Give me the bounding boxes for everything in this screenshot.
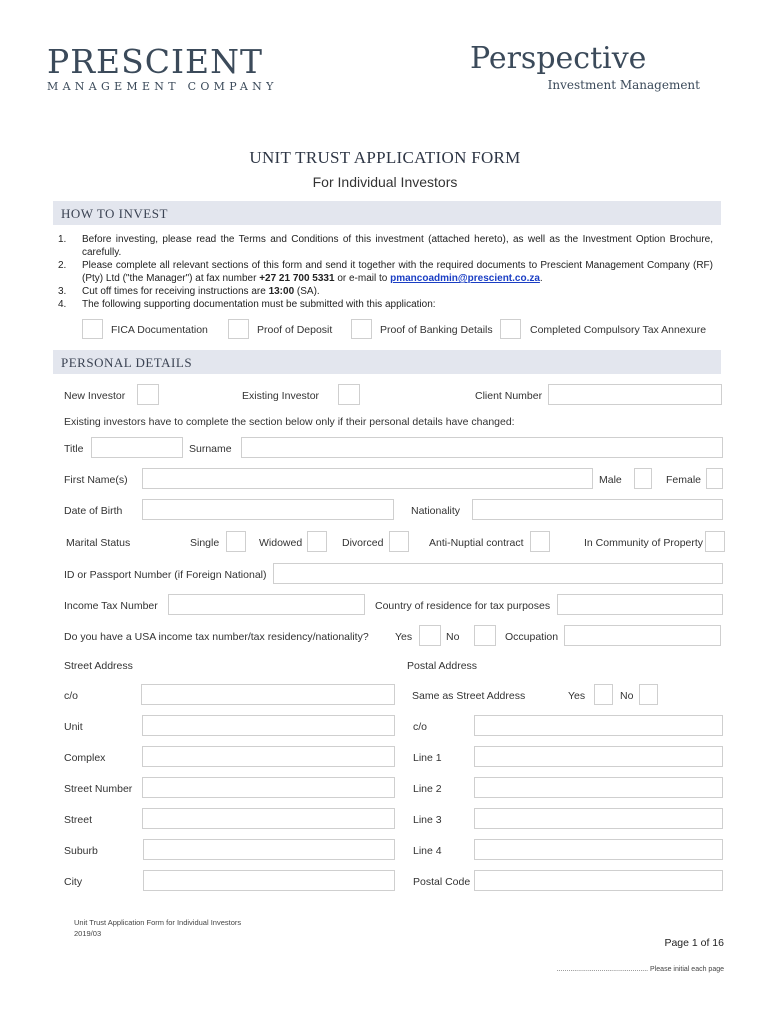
line4-label: Line 4 [413,845,442,857]
tax-annexure-label: Completed Compulsory Tax Annexure [530,324,707,336]
icop-checkbox[interactable] [705,531,725,552]
dob-field[interactable] [142,499,394,520]
prescient-logo [47,44,278,93]
page-subtitle: For Individual Investors [312,174,458,190]
icop-label: In Community of Property [584,537,704,549]
perspective-logo [470,40,700,92]
single-checkbox[interactable] [226,531,246,552]
prescient-logo-sub: MANAGEMENT COMPANY [47,80,278,93]
how-to-invest-header [53,201,721,225]
fax-number: +27 21 700 5331 [259,273,335,284]
dob-label: Date of Birth [64,505,123,517]
same-as-street-label: Same as Street Address [412,690,526,702]
anc-checkbox[interactable] [530,531,550,552]
street-co-field[interactable] [141,684,395,705]
section-heading: PERSONAL DETAILS [61,355,193,370]
id-passport-label: ID or Passport Number (if Foreign National) [64,569,267,581]
female-checkbox[interactable] [706,468,723,489]
line3-field[interactable] [474,808,723,829]
divorced-label: Divorced [342,537,384,549]
proof-of-deposit-label: Proof of Deposit [257,324,333,336]
suburb-field[interactable] [143,839,395,860]
usa-no-label: No [446,631,460,643]
prescient-logo-main: PRESCIENT [47,42,264,81]
nationality-label: Nationality [411,505,461,517]
proof-of-banking-checkbox[interactable] [351,319,372,339]
tax-annexure-checkbox[interactable] [500,319,521,339]
id-passport-field[interactable] [273,563,723,584]
existing-investor-checkbox[interactable] [338,384,360,405]
same-no-checkbox[interactable] [639,684,658,705]
footer-form-name: Unit Trust Application Form for Individual Investors [74,918,242,927]
personal-details-header [53,350,721,374]
line2-field[interactable] [474,777,723,798]
same-no-label: No [620,690,634,702]
street-address-label: Street Address [64,660,133,672]
perspective-logo-main: Perspective [470,41,647,76]
usa-question-label: Do you have a USA income tax number/tax residency/nationality? [64,631,369,643]
page-number: Page 1 of 16 [664,937,724,949]
anc-label: Anti-Nuptial contract [429,537,524,549]
proof-of-banking-label: Proof of Banking Details [380,324,493,336]
postal-code-field[interactable] [474,870,723,891]
surname-label: Surname [189,443,232,455]
client-number-label: Client Number [475,390,543,402]
line1-label: Line 1 [413,752,442,764]
proof-of-deposit-checkbox[interactable] [228,319,249,339]
income-tax-field[interactable] [168,594,365,615]
title-label: Title [64,443,84,455]
first-names-label: First Name(s) [64,474,128,486]
street-number-field[interactable] [142,777,395,798]
fica-checkbox[interactable] [82,319,103,339]
same-yes-checkbox[interactable] [594,684,613,705]
footer-version: 2019/03 [74,929,102,938]
initial-page-note: ............................................... Please initial each page [556,966,724,973]
street-field[interactable] [142,808,395,829]
existing-investor-note: Existing investors have to complete the section below only if their personal details have changed: [64,416,515,428]
first-names-field[interactable] [142,468,593,489]
usa-yes-label: Yes [395,631,413,643]
divorced-checkbox[interactable] [389,531,409,552]
line3-label: Line 3 [413,814,442,826]
existing-investor-label: Existing Investor [242,390,320,402]
male-label: Male [599,474,622,486]
title-field[interactable] [91,437,183,458]
new-investor-checkbox[interactable] [137,384,159,405]
occupation-label: Occupation [505,631,559,643]
single-label: Single [190,537,220,549]
list-item: 3. Cut off times for receiving instructions are 13:00 (SA). [58,286,320,297]
line1-field[interactable] [474,746,723,767]
street-number-label: Street Number [64,783,133,795]
suburb-label: Suburb [64,845,98,857]
street-co-label: c/o [64,690,79,702]
complex-label: Complex [64,752,106,764]
perspective-logo-sub: Investment Management [547,78,700,92]
unit-field[interactable] [142,715,395,736]
fica-label: FICA Documentation [111,324,208,336]
line2-label: Line 2 [413,783,442,795]
city-label: City [64,876,83,888]
street-label: Street [64,814,93,826]
list-item: 4. The following supporting documentation must be submitted with this application: [58,299,436,310]
same-yes-label: Yes [568,690,586,702]
country-tax-field[interactable] [557,594,723,615]
widowed-checkbox[interactable] [307,531,327,552]
usa-yes-checkbox[interactable] [419,625,441,646]
unit-label: Unit [64,721,83,733]
client-number-field[interactable] [548,384,722,405]
cutoff-time: 13:00 [268,286,295,297]
page-title: UNIT TRUST APPLICATION FORM [249,148,521,167]
occupation-field[interactable] [564,625,721,646]
list-item: 1. Before investing, please read the Terms and Conditions of this investment (attached hereto), as well as the Investment Option Brochure, carefully. [58,234,713,258]
usa-no-checkbox[interactable] [474,625,496,646]
postal-co-field[interactable] [474,715,723,736]
postal-address-label: Postal Address [407,660,478,672]
line4-field[interactable] [474,839,723,860]
widowed-label: Widowed [259,537,303,549]
surname-field[interactable] [241,437,723,458]
complex-field[interactable] [142,746,395,767]
list-item: 2. Please complete all relevant sections of this form and send it together with the required documents to Prescient Management Company (RF) (Pty) Ltd ("the Manager") at fax number +27 21 700 5331 or e-mail to pmancoadmin@prescient.co.za. [58,260,713,284]
email-link[interactable]: pmancoadmin@prescient.co.za [390,273,540,284]
section-heading: HOW TO INVEST [61,206,168,221]
postal-code-label: Postal Code [413,876,471,888]
marital-status-label: Marital Status [66,537,131,549]
city-field[interactable] [143,870,395,891]
country-tax-label: Country of residence for tax purposes [375,600,551,612]
postal-co-label: c/o [413,721,428,733]
male-checkbox[interactable] [634,468,652,489]
female-label: Female [666,474,702,486]
income-tax-label: Income Tax Number [64,600,158,612]
nationality-field[interactable] [472,499,723,520]
new-investor-label: New Investor [64,390,126,402]
